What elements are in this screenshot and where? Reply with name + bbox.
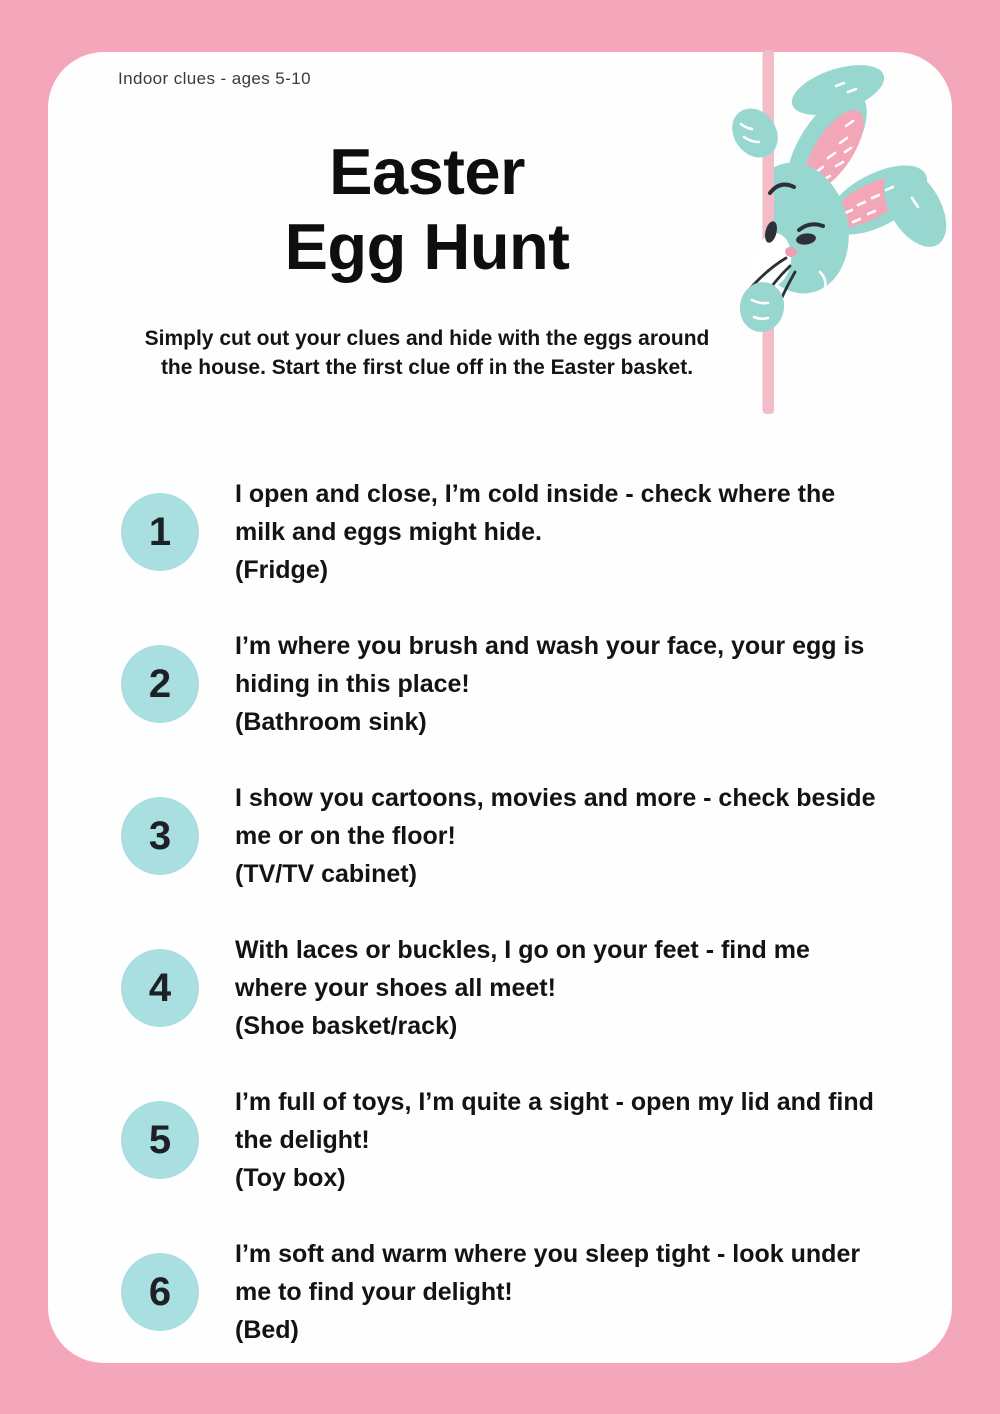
bunny-head-icon xyxy=(735,153,860,303)
clue-text xyxy=(235,779,921,893)
clue-answer: (Toy box) xyxy=(235,1164,346,1192)
clue-answer: (Bathroom sink) xyxy=(235,708,427,736)
instructions-text xyxy=(48,324,806,382)
clue-riddle-line1: I’m where you brush and wash your face, your egg is xyxy=(235,632,865,660)
clue-answer: (TV/TV cabinet) xyxy=(235,860,417,888)
clue-riddle-line2: hiding in this place! xyxy=(235,670,470,698)
clue-text xyxy=(235,1083,921,1197)
clue-riddle-line1: I open and close, I’m cold inside - check where the xyxy=(235,480,836,508)
clue-riddle-line2: milk and eggs might hide. xyxy=(235,518,542,546)
bunny-icon xyxy=(700,40,960,430)
clue-row xyxy=(121,475,921,589)
clue-riddle-line2: the delight! xyxy=(235,1126,370,1154)
clue-riddle-line1: With laces or buckles, I go on your feet - find me xyxy=(235,936,810,964)
clue-riddle-line1: I show you cartoons, movies and more - check beside xyxy=(235,784,876,812)
clue-riddle-line1: I’m full of toys, I’m quite a sight - open my lid and find xyxy=(235,1088,874,1116)
clue-number-badge: 5 xyxy=(121,1101,199,1179)
clue-answer: (Fridge) xyxy=(235,556,329,584)
page-title xyxy=(48,134,806,284)
clue-riddle-line2: me to find your delight! xyxy=(235,1278,513,1306)
clue-row xyxy=(121,1083,921,1197)
clue-row xyxy=(121,931,921,1045)
page-title-line2: Egg Hunt xyxy=(284,210,570,283)
clue-text xyxy=(235,1235,921,1349)
page-title-line1: Easter xyxy=(329,135,525,208)
clue-number-badge: 4 xyxy=(121,949,199,1027)
clue-list xyxy=(121,475,921,1349)
clue-text xyxy=(235,475,921,589)
clue-answer: (Bed) xyxy=(235,1316,299,1344)
clue-riddle-line2: where your shoes all meet! xyxy=(235,974,556,1002)
clue-answer: (Shoe basket/rack) xyxy=(235,1012,458,1040)
clue-number-badge: 6 xyxy=(121,1253,199,1331)
clue-riddle-line1: I’m soft and warm where you sleep tight - look under xyxy=(235,1240,861,1268)
clue-row xyxy=(121,1235,921,1349)
instructions-line1: Simply cut out your clues and hide with the eggs around xyxy=(144,327,710,350)
clue-number-badge: 1 xyxy=(121,493,199,571)
clue-text xyxy=(235,931,921,1045)
age-range-label: Indoor clues - ages 5-10 xyxy=(118,69,311,88)
clue-riddle-line2: me or on the floor! xyxy=(235,822,456,850)
clue-row xyxy=(121,627,921,741)
clue-text xyxy=(235,627,921,741)
clue-row xyxy=(121,779,921,893)
instructions-line2: the house. Start the first clue off in the Easter basket. xyxy=(160,356,694,379)
clue-number-badge: 2 xyxy=(121,645,199,723)
clue-number-badge: 3 xyxy=(121,797,199,875)
peeking-bunny-illustration xyxy=(700,40,960,430)
